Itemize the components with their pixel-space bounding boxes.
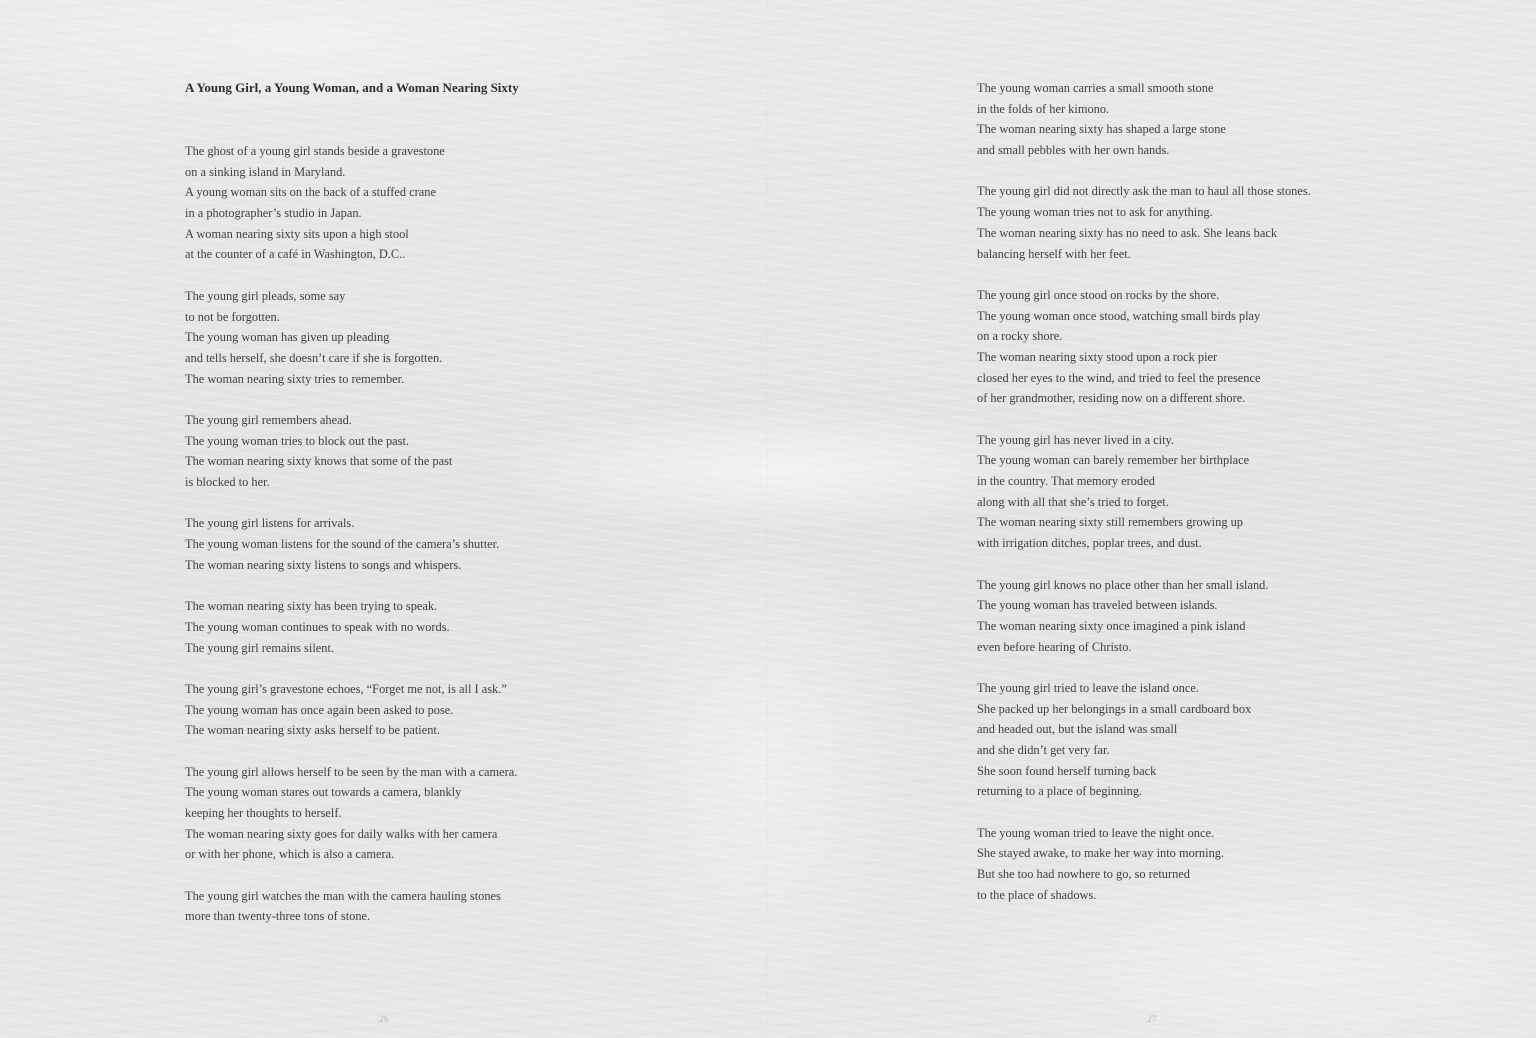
poem-line: on a rocky shore. [977,329,1063,344]
poem-line: balancing herself with her feet. [977,246,1131,261]
poem-line: on a sinking island in Maryland. [185,164,346,179]
poem-line: The young girl tried to leave the island once. [977,680,1199,695]
poem-body-right [977,78,1311,926]
poem-line: at the counter of a café in Washington, D.C.. [185,247,406,262]
poem-line: She packed up her belongings in a small cardboard box [977,701,1252,716]
poem-line: The young woman can barely remember her birthplace [977,453,1250,468]
poem-line: returning to a place of beginning. [977,784,1143,799]
poem-line: closed her eyes to the wind, and tried to feel the presence [977,370,1261,385]
stanza [185,513,517,575]
poem-line: The young woman tried to leave the night once. [977,825,1215,840]
poem-line: The young woman carries a small smooth stone [977,81,1214,95]
stanza [185,886,517,927]
poem-line: and she didn’t get very far. [977,743,1110,757]
poem-line: The woman nearing sixty has no need to ask. She leans back [977,225,1278,240]
poem-line: The young woman tries to block out the past. [185,433,410,448]
poem-line: The young girl’s gravestone echoes, “Forget me not, is all I ask.” [185,681,507,696]
poem-line: She soon found herself turning back [977,763,1157,778]
poem-line: The young girl did not directly ask the man to haul all those stones. [977,184,1311,199]
poem-line: The woman nearing sixty listens to songs and whispers. [185,557,462,572]
stanza [977,181,1311,264]
poem-line: along with all that she’s tried to forget. [977,494,1169,509]
poem-line: to the place of shadows. [977,887,1097,902]
poem-line: The young girl listens for arrivals. [185,516,355,531]
right-page [769,0,1536,1038]
poem-line: The ghost of a young girl stands beside a gravestone [185,144,445,158]
poem-line: and headed out, but the island was small [977,722,1178,737]
poem-title: A Young Girl, a Young Woman, and a Woman Nearing Sixty [185,80,519,95]
poem-line: in the country. That memory eroded [977,474,1155,489]
stanza [977,823,1311,906]
poem-line: The young woman has once again been asked to pose. [185,702,454,717]
stanza [977,678,1311,802]
poem-line: The woman nearing sixty knows that some of the past [185,454,453,469]
stanza [185,596,517,658]
poem-line: The young woman tries not to ask for anything. [977,205,1213,220]
poem-line: The woman nearing sixty has shaped a large stone [977,122,1226,137]
left-page [0,0,767,1038]
page-number-right: 27 [1147,1014,1157,1024]
poem-line: A woman nearing sixty sits upon a high stool [185,226,409,241]
stanza [977,285,1311,409]
poem-line: The young woman has traveled between islands. [977,598,1218,613]
poem-line: The woman nearing sixty has been trying to speak. [185,599,438,614]
poem-line: The young girl remembers ahead. [185,412,352,427]
poem-line: even before hearing of Christo. [977,639,1132,654]
poem-line: The young girl pleads, some say [185,288,346,303]
poem-line: A young woman sits on the back of a stuffed crane [185,185,436,200]
poem-line: of her grandmother, residing now on a different shore. [977,391,1246,406]
poem-line: The woman nearing sixty still remembers growing up [977,515,1243,530]
poem-line: more than twenty-three tons of stone. [185,909,371,924]
poem-line: She stayed awake, to make her way into morning. [977,846,1225,861]
poem-line: The young girl watches the man with the camera hauling stones [185,888,501,903]
poem-line: The young girl has never lived in a city. [977,432,1175,447]
poem-line: with irrigation ditches, poplar trees, and dust. [977,536,1202,551]
poem-line: The young woman has given up pleading [185,330,390,345]
stanza [185,679,517,741]
poem-line: The woman nearing sixty stood upon a rock pier [977,349,1218,364]
stanza [977,430,1311,554]
page-number-left: 26 [379,1014,389,1024]
stanza [977,575,1311,658]
poem-line: The young girl remains silent. [185,640,335,655]
stanza [977,78,1311,161]
poem-line: The young girl allows herself to be seen by the man with a camera. [185,764,518,779]
poem-line: The woman nearing sixty tries to remember. [185,371,405,386]
poem-line: is blocked to her. [185,475,270,489]
poem-line: The woman nearing sixty goes for daily walks with her camera [185,826,498,841]
stanza [185,410,517,493]
poem-line: The young woman once stood, watching small birds play [977,308,1261,323]
stanza [185,286,517,389]
poem-line: and small pebbles with her own hands. [977,143,1170,158]
poem-line: keeping her thoughts to herself. [185,806,342,820]
poem-line: The young woman listens for the sound of the camera’s shutter. [185,537,500,552]
stanza [185,141,517,265]
poem-line: in the folds of her kimono. [977,101,1110,116]
poem-line: or with her phone, which is also a camera. [185,847,395,862]
poem-line: The woman nearing sixty asks herself to be patient. [185,723,440,738]
poem-line: But she too had nowhere to go, so returned [977,867,1191,882]
poem-line: The woman nearing sixty once imagined a pink island [977,618,1246,633]
poem-line: to not be forgotten. [185,309,280,324]
poem-line: The young woman stares out towards a camera, blankly [185,785,462,800]
stanza [185,762,517,865]
poem-line: The young girl once stood on rocks by the shore. [977,287,1220,302]
poem-line: The young woman continues to speak with no words. [185,619,450,634]
poem-line: and tells herself, she doesn’t care if she is forgotten. [185,350,443,365]
poem-body-left [185,141,517,948]
poem-line: in a photographer’s studio in Japan. [185,206,362,221]
poem-line: The young girl knows no place other than her small island. [977,577,1269,592]
